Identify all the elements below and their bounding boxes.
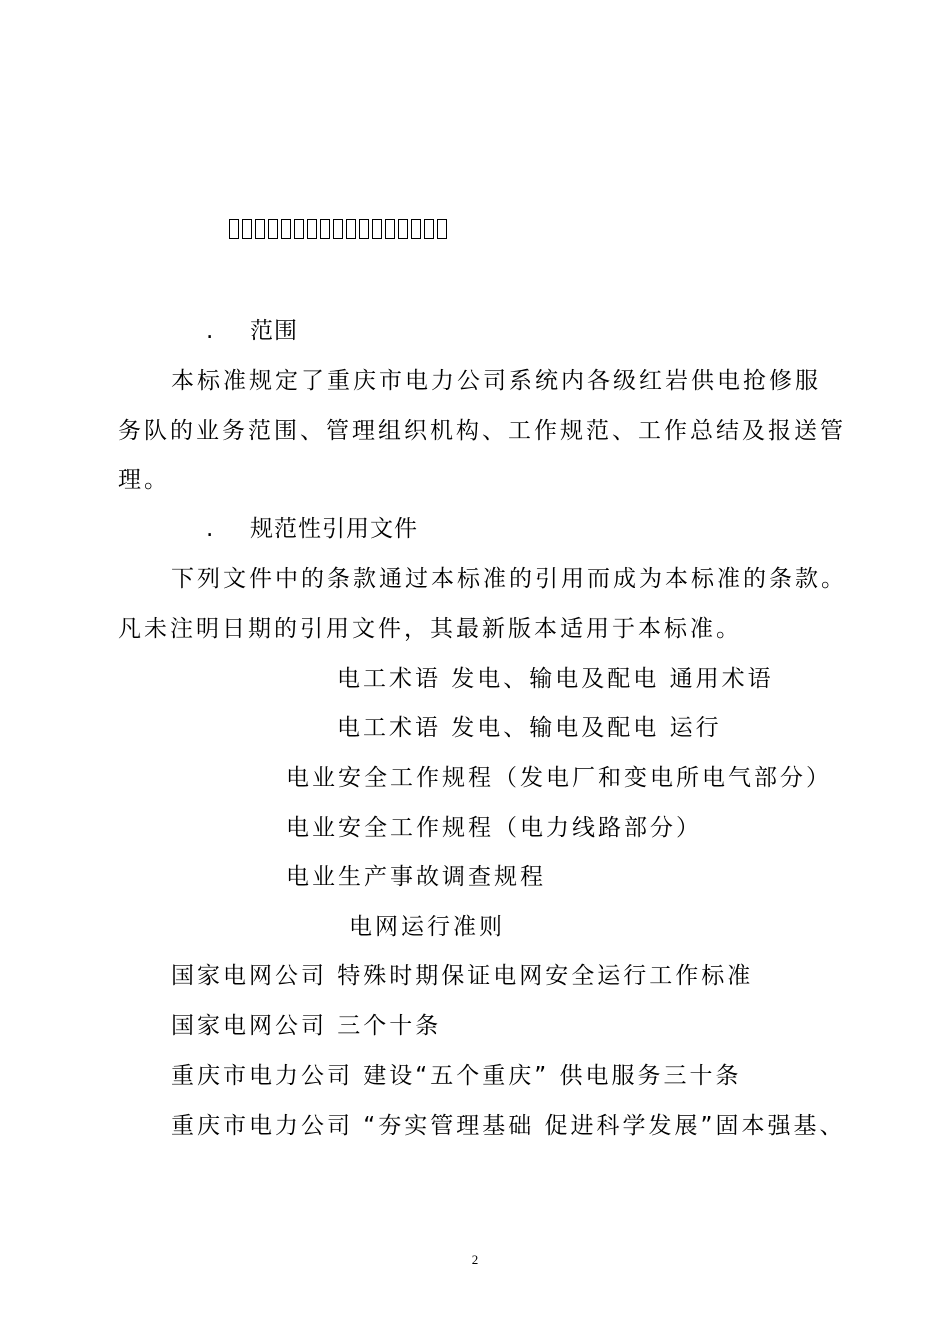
reference-item: 电工术语 发电、输电及配电 通用术语: [337, 666, 774, 692]
reference-item: 国家电网公司 三个十条: [171, 1013, 442, 1039]
reference-item: 国家电网公司 特殊时期保证电网安全运行工作标准: [171, 963, 754, 989]
missing-glyph-box: [242, 219, 252, 239]
reference-item: 重庆市电力公司 建设“五个重庆” 供电服务三十条: [171, 1063, 742, 1089]
missing-glyph-box: [320, 219, 330, 239]
missing-glyph-box: [359, 219, 369, 239]
missing-glyph-box: [372, 219, 382, 239]
missing-glyph-box: [411, 219, 421, 239]
paragraph-line: 本标准规定了重庆市电力公司系统内各级红岩供电抢修服: [171, 368, 821, 394]
reference-item: 电业安全工作规程（电力线路部分）: [286, 815, 702, 841]
section-heading-text: 规范性引用文件: [250, 516, 418, 542]
missing-glyph-box: [424, 219, 434, 239]
document-title-placeholder: [229, 214, 447, 244]
reference-item: 电业生产事故调查规程: [286, 864, 546, 890]
missing-glyph-box: [437, 219, 447, 239]
section-heading-scope: . 范围: [206, 318, 298, 344]
paragraph-line: 理。: [118, 467, 170, 493]
reference-item: 电业安全工作规程（发电厂和变电所电气部分）: [286, 765, 832, 791]
reference-item: 电网运行准则: [349, 914, 505, 940]
reference-item: 重庆市电力公司 “夯实管理基础 促进科学发展”固本强基、: [171, 1113, 846, 1139]
missing-glyph-box: [333, 219, 343, 239]
section-heading-text: 范围: [250, 318, 298, 344]
reference-item: 电工术语 发电、输电及配电 运行: [337, 715, 722, 741]
missing-glyph-box: [346, 219, 356, 239]
missing-glyph-box: [294, 219, 304, 239]
page-number: 2: [471, 1252, 479, 1267]
missing-glyph-box: [255, 219, 265, 239]
missing-glyph-box: [268, 219, 278, 239]
missing-glyph-box: [307, 219, 317, 239]
section-heading-references: . 规范性引用文件: [206, 516, 418, 542]
paragraph-line: 凡未注明日期的引用文件，其最新版本适用于本标准。: [118, 616, 742, 642]
paragraph-line: 务队的业务范围、管理组织机构、工作规范、工作总结及报送管: [118, 418, 846, 444]
missing-glyph-box: [281, 219, 291, 239]
missing-glyph-box: [385, 219, 395, 239]
paragraph-line: 下列文件中的条款通过本标准的引用而成为本标准的条款。: [171, 566, 847, 592]
missing-glyph-box: [229, 219, 239, 239]
missing-glyph-box: [398, 219, 408, 239]
